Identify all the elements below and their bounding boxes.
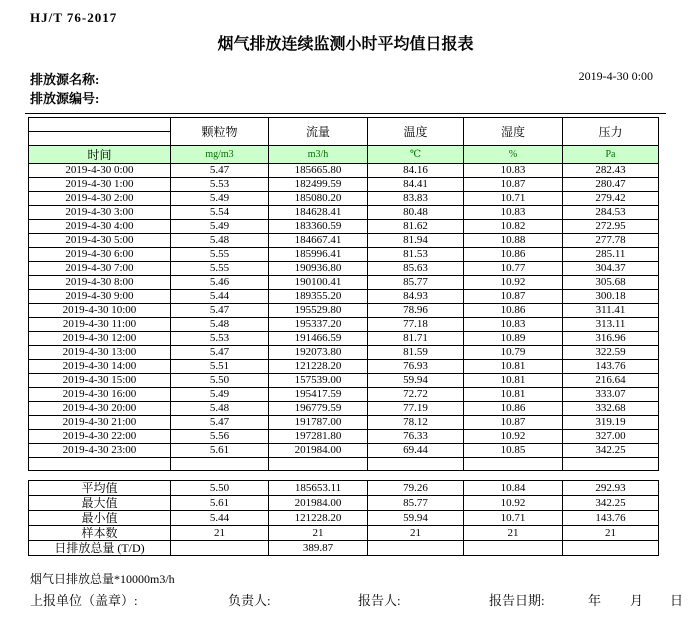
value-cell: 21	[171, 526, 269, 541]
value-cell: 10.71	[464, 192, 563, 206]
value-cell	[171, 541, 269, 556]
value-cell: 10.83	[464, 164, 563, 178]
value-cell: 191466.59	[269, 332, 368, 346]
value-cell: 189355.20	[269, 290, 368, 304]
table-row	[29, 164, 659, 178]
summary-label-cell: 最大值	[29, 496, 171, 511]
value-cell: 196779.59	[269, 402, 368, 416]
value-cell: 195417.59	[269, 388, 368, 402]
value-cell: 5.53	[171, 178, 269, 192]
value-cell: 10.87	[464, 290, 563, 304]
value-cell: 80.48	[368, 206, 464, 220]
value-cell: 5.47	[171, 416, 269, 430]
value-cell: 5.44	[171, 511, 269, 526]
value-cell: 5.53	[171, 332, 269, 346]
value-cell: 72.72	[368, 388, 464, 402]
value-cell: 10.86	[464, 402, 563, 416]
value-cell: 84.16	[368, 164, 464, 178]
table-row	[29, 332, 659, 346]
value-cell: 197281.80	[269, 430, 368, 444]
year-label: 年	[588, 593, 602, 608]
standard-code: HJ/T 76-2017	[30, 10, 118, 25]
spacer-row	[29, 458, 659, 471]
value-cell: 305.68	[563, 276, 659, 290]
time-cell: 2019-4-30 16:00	[29, 388, 171, 402]
value-cell: 77.18	[368, 318, 464, 332]
empty-cell	[171, 458, 269, 471]
value-cell: 10.81	[464, 388, 563, 402]
value-cell: 10.92	[464, 496, 563, 511]
value-cell: 59.94	[368, 511, 464, 526]
report-date-label: 报告日期:	[489, 593, 545, 608]
value-cell: 5.61	[171, 444, 269, 458]
value-cell: 81.71	[368, 332, 464, 346]
total-emission-note: 烟气日排放总量*10000m3/h	[30, 572, 175, 586]
summary-row	[29, 481, 659, 496]
table-row	[29, 402, 659, 416]
value-cell: 201984.00	[269, 496, 368, 511]
value-cell: 333.07	[563, 388, 659, 402]
value-cell: 10.83	[464, 318, 563, 332]
value-cell: 59.94	[368, 374, 464, 388]
time-cell: 2019-4-30 14:00	[29, 360, 171, 374]
value-cell: 182499.59	[269, 178, 368, 192]
value-cell: 5.51	[171, 360, 269, 374]
time-cell: 2019-4-30 12:00	[29, 332, 171, 346]
time-cell: 2019-4-30 11:00	[29, 318, 171, 332]
responsible-person-label: 负责人:	[228, 593, 271, 608]
summary-row	[29, 496, 659, 511]
value-cell: 21	[464, 526, 563, 541]
value-cell: 277.78	[563, 234, 659, 248]
value-cell: 69.44	[368, 444, 464, 458]
unit-humidity: %	[464, 146, 563, 164]
value-cell: 300.18	[563, 290, 659, 304]
table-row	[29, 444, 659, 458]
value-cell: 5.46	[171, 276, 269, 290]
value-cell: 10.77	[464, 262, 563, 276]
value-cell: 10.86	[464, 304, 563, 318]
value-cell: 5.54	[171, 206, 269, 220]
value-cell: 279.42	[563, 192, 659, 206]
value-cell: 77.19	[368, 402, 464, 416]
data-rows	[29, 164, 659, 458]
column-header-pressure: 压力	[563, 118, 659, 146]
time-cell: 2019-4-30 4:00	[29, 220, 171, 234]
value-cell: 201984.00	[269, 444, 368, 458]
value-cell: 81.53	[368, 248, 464, 262]
value-cell: 10.88	[464, 234, 563, 248]
value-cell: 190100.41	[269, 276, 368, 290]
value-cell: 21	[368, 526, 464, 541]
value-cell: 185996.41	[269, 248, 368, 262]
value-cell: 184628.41	[269, 206, 368, 220]
value-cell: 190936.80	[269, 262, 368, 276]
column-header-pm: 颗粒物	[171, 118, 269, 146]
value-cell: 76.93	[368, 360, 464, 374]
summary-table	[28, 480, 659, 556]
time-cell: 2019-4-30 7:00	[29, 262, 171, 276]
value-cell: 316.96	[563, 332, 659, 346]
value-cell: 5.48	[171, 318, 269, 332]
value-cell: 5.49	[171, 192, 269, 206]
table-row	[29, 360, 659, 374]
value-cell: 81.59	[368, 346, 464, 360]
report-unit-label: 上报单位（盖章）:	[30, 593, 138, 608]
summary-row	[29, 526, 659, 541]
value-cell: 284.53	[563, 206, 659, 220]
value-cell: 322.59	[563, 346, 659, 360]
reporter-label: 报告人:	[358, 593, 401, 608]
value-cell: 313.11	[563, 318, 659, 332]
time-cell: 2019-4-30 2:00	[29, 192, 171, 206]
value-cell: 84.93	[368, 290, 464, 304]
value-cell: 5.50	[171, 374, 269, 388]
time-header-spacer-bottom	[29, 132, 171, 146]
value-cell: 5.49	[171, 388, 269, 402]
param-header-row	[29, 118, 659, 132]
time-cell: 2019-4-30 22:00	[29, 430, 171, 444]
unit-temperature: ℃	[368, 146, 464, 164]
value-cell: 327.00	[563, 430, 659, 444]
value-cell: 282.43	[563, 164, 659, 178]
table-row	[29, 430, 659, 444]
table-row	[29, 192, 659, 206]
value-cell: 143.76	[563, 360, 659, 374]
value-cell: 10.71	[464, 511, 563, 526]
table-row	[29, 290, 659, 304]
month-label: 月	[630, 593, 644, 608]
horizontal-rule	[25, 113, 666, 114]
page-title: 烟气排放连续监测小时平均值日报表	[217, 36, 474, 53]
value-cell: 85.77	[368, 276, 464, 290]
time-cell: 2019-4-30 1:00	[29, 178, 171, 192]
table-row	[29, 206, 659, 220]
column-header-humidity: 湿度	[464, 118, 563, 146]
time-cell: 2019-4-30 8:00	[29, 276, 171, 290]
value-cell: 272.95	[563, 220, 659, 234]
time-cell: 2019-4-30 13:00	[29, 346, 171, 360]
value-cell: 10.81	[464, 374, 563, 388]
value-cell: 78.12	[368, 416, 464, 430]
value-cell: 192073.80	[269, 346, 368, 360]
table-row	[29, 220, 659, 234]
time-cell: 2019-4-30 23:00	[29, 444, 171, 458]
source-name-label: 排放源名称:	[30, 72, 100, 87]
value-cell: 311.41	[563, 304, 659, 318]
value-cell: 195337.20	[269, 318, 368, 332]
value-cell: 5.55	[171, 262, 269, 276]
value-cell: 10.92	[464, 430, 563, 444]
table-row	[29, 416, 659, 430]
table-row	[29, 248, 659, 262]
signature-line	[0, 590, 691, 606]
value-cell: 292.93	[563, 481, 659, 496]
unit-flow: m3/h	[269, 146, 368, 164]
value-cell: 10.83	[464, 206, 563, 220]
column-header-temperature: 温度	[368, 118, 464, 146]
value-cell: 5.61	[171, 496, 269, 511]
value-cell: 5.48	[171, 402, 269, 416]
empty-cell	[269, 458, 368, 471]
value-cell: 280.47	[563, 178, 659, 192]
value-cell: 5.47	[171, 164, 269, 178]
table-row	[29, 234, 659, 248]
table-row	[29, 276, 659, 290]
value-cell: 5.49	[171, 220, 269, 234]
value-cell: 389.87	[269, 541, 368, 556]
unit-pressure: Pa	[563, 146, 659, 164]
value-cell: 10.86	[464, 248, 563, 262]
empty-cell	[29, 458, 171, 471]
value-cell: 21	[563, 526, 659, 541]
value-cell: 83.83	[368, 192, 464, 206]
value-cell: 5.44	[171, 290, 269, 304]
table-row	[29, 304, 659, 318]
table-row	[29, 346, 659, 360]
value-cell: 342.25	[563, 444, 659, 458]
empty-cell	[368, 458, 464, 471]
value-cell: 143.76	[563, 511, 659, 526]
column-header-flow: 流量	[269, 118, 368, 146]
unit-header-row	[29, 146, 659, 164]
table-row	[29, 374, 659, 388]
time-cell: 2019-4-30 10:00	[29, 304, 171, 318]
value-cell: 5.55	[171, 248, 269, 262]
value-cell: 121228.20	[269, 511, 368, 526]
time-cell: 2019-4-30 15:00	[29, 374, 171, 388]
value-cell	[368, 541, 464, 556]
value-cell: 10.92	[464, 276, 563, 290]
time-cell: 2019-4-30 5:00	[29, 234, 171, 248]
unit-pm: mg/m3	[171, 146, 269, 164]
time-cell: 2019-4-30 3:00	[29, 206, 171, 220]
value-cell: 304.37	[563, 262, 659, 276]
value-cell: 10.82	[464, 220, 563, 234]
value-cell: 5.48	[171, 234, 269, 248]
time-cell: 2019-4-30 20:00	[29, 402, 171, 416]
value-cell: 10.87	[464, 416, 563, 430]
value-cell: 85.63	[368, 262, 464, 276]
value-cell: 10.87	[464, 178, 563, 192]
time-cell: 2019-4-30 0:00	[29, 164, 171, 178]
value-cell: 183360.59	[269, 220, 368, 234]
value-cell: 191787.00	[269, 416, 368, 430]
value-cell: 85.77	[368, 496, 464, 511]
table-row	[29, 318, 659, 332]
value-cell: 157539.00	[269, 374, 368, 388]
report-datetime: 2019-4-30 0:00	[578, 69, 653, 83]
table-row	[29, 388, 659, 402]
value-cell: 10.84	[464, 481, 563, 496]
value-cell: 184667.41	[269, 234, 368, 248]
value-cell	[464, 541, 563, 556]
value-cell: 195529.80	[269, 304, 368, 318]
value-cell: 5.47	[171, 346, 269, 360]
value-cell: 5.47	[171, 304, 269, 318]
value-cell: 5.56	[171, 430, 269, 444]
value-cell: 319.19	[563, 416, 659, 430]
value-cell: 10.79	[464, 346, 563, 360]
empty-cell	[464, 458, 563, 471]
value-cell: 121228.20	[269, 360, 368, 374]
value-cell: 185080.20	[269, 192, 368, 206]
summary-label-cell: 平均值	[29, 481, 171, 496]
value-cell: 21	[269, 526, 368, 541]
value-cell: 84.41	[368, 178, 464, 192]
value-cell: 76.33	[368, 430, 464, 444]
day-label: 日	[670, 593, 684, 608]
time-header-spacer-top	[29, 118, 171, 132]
table-row	[29, 178, 659, 192]
value-cell: 332.68	[563, 402, 659, 416]
time-header: 时间	[29, 146, 171, 164]
value-cell: 185665.80	[269, 164, 368, 178]
value-cell: 185653.11	[269, 481, 368, 496]
summary-row	[29, 541, 659, 556]
value-cell: 10.81	[464, 360, 563, 374]
summary-label-cell: 最小值	[29, 511, 171, 526]
empty-cell	[563, 458, 659, 471]
time-cell: 2019-4-30 6:00	[29, 248, 171, 262]
summary-label-cell: 日排放总量 (T/D)	[29, 541, 171, 556]
value-cell: 216.64	[563, 374, 659, 388]
source-id-label: 排放源编号:	[30, 91, 100, 106]
table-row	[29, 262, 659, 276]
time-cell: 2019-4-30 9:00	[29, 290, 171, 304]
value-cell: 10.85	[464, 444, 563, 458]
value-cell: 78.96	[368, 304, 464, 318]
value-cell: 285.11	[563, 248, 659, 262]
time-cell: 2019-4-30 21:00	[29, 416, 171, 430]
value-cell: 79.26	[368, 481, 464, 496]
value-cell: 342.25	[563, 496, 659, 511]
summary-label-cell: 样本数	[29, 526, 171, 541]
summary-row	[29, 511, 659, 526]
value-cell: 10.89	[464, 332, 563, 346]
value-cell	[563, 541, 659, 556]
report-table	[28, 117, 659, 471]
value-cell: 81.62	[368, 220, 464, 234]
value-cell: 81.94	[368, 234, 464, 248]
summary-rows	[29, 481, 659, 556]
value-cell: 5.50	[171, 481, 269, 496]
